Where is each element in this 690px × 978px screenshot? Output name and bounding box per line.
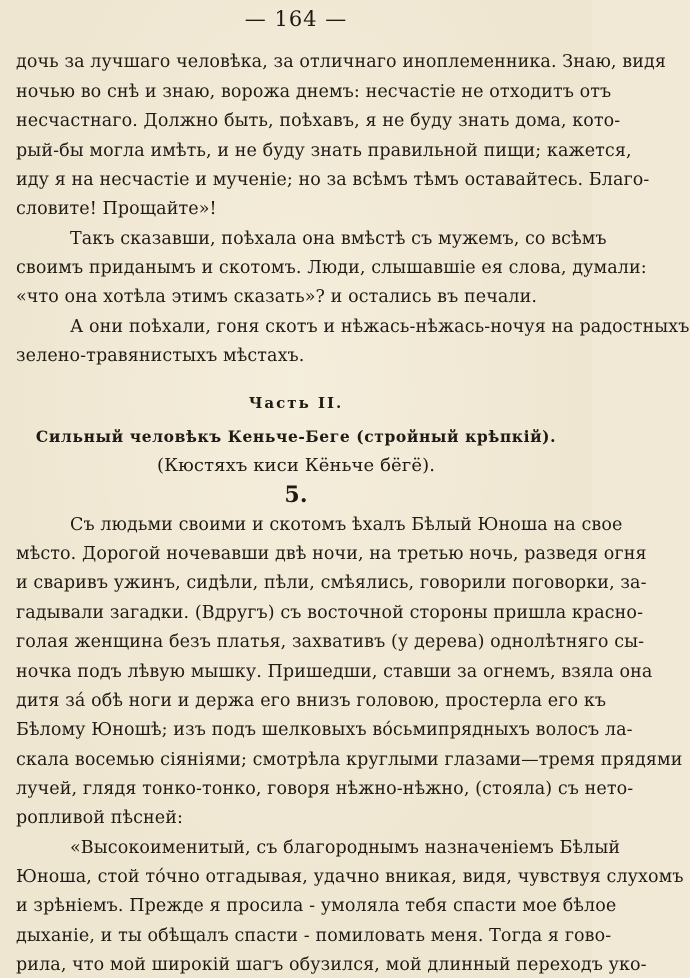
text-line: лучей, глядя тонко-тонко, говоря нѣжно-нѣжно, (стояла) съ нето- [16, 779, 634, 799]
text-line: «Высокоименитый, съ благороднымъ назначеніемъ Бѣлый [70, 838, 621, 858]
text-line: словите! Прощайте»! [16, 199, 217, 219]
text-line: и зрѣніемъ. Прежде я просила - умоляла тебя спасти мое бѣлое [16, 896, 617, 916]
section-number: 5. [284, 482, 308, 508]
chapter-subtitle: (Кюстяхъ киси Кёньче бёгё). [156, 455, 436, 476]
text-line: и сваривъ ужинъ, сидѣли, пѣли, смѣялись, говорили поговорки, за- [16, 573, 647, 593]
text-line: дыханіе, и ты обѣщалъ спасти - помиловать меня. Тогда я гово- [16, 926, 612, 946]
text-line: Такъ сказавши, поѣхала она вмѣстѣ съ мужемъ, со всѣмъ [70, 229, 607, 249]
text-line: зелено-травянистыхъ мѣстахъ. [16, 346, 305, 366]
text-line: Съ людьми своими и скотомъ ѣхалъ Бѣлый Юноша на свое [70, 515, 623, 535]
text-line: мѣсто. Дорогой ночевавши двѣ ночи, на третью ночь, разведя огня [16, 544, 647, 564]
text-line: несчастнаго. Должно быть, поѣхавъ, я не буду знать дома, кото- [16, 111, 621, 131]
text-line: рила, что мой широкій шагъ обузился, мой длинный переходъ уко- [16, 955, 647, 975]
text-line: гадывали загадки. (Вдругъ) съ восточной стороны пришла красно- [16, 603, 644, 623]
text-line: дитя за́ обѣ ноги и держа его внизъ головою, простерла его къ [16, 691, 607, 711]
text-line: А они поѣхали, гоня скотъ и нѣжась-нѣжась-ночуя на радостныхъ [70, 317, 690, 337]
text-line: своимъ приданымъ и скотомъ. Люди, слышавшіе ея слова, думали: [16, 258, 647, 278]
text-line: скала восемью сіяніями; смотрѣла круглыми глазами—тремя прядями [16, 750, 683, 770]
text-line: «что она хотѣла этимъ сказать»? и остались въ печали. [16, 287, 538, 307]
text-line: Бѣлому Юношѣ; изъ подъ шелковыхъ во́сьмипрядныхъ волосъ ла- [16, 720, 633, 740]
text-line: ропливой пѣсней: [16, 808, 183, 828]
text-line: ночка подъ лѣвую мышку. Пришедши, ставши за огнемъ, взяла она [16, 662, 653, 682]
text-line: голая женщина безъ платья, захвативъ (у дерева) однолѣтняго сы- [16, 632, 645, 652]
text-line: дочь за лучшаго человѣка, за отличнаго иноплеменника. Знаю, видя [16, 52, 666, 72]
chapter-heading: Сильный человѣкъ Кеньче-Беге (стройный крѣпкій). [35, 427, 557, 446]
page-number: — 164 — [244, 7, 348, 31]
text-line: ночью во снѣ и знаю, ворожа днемъ: несчастіе не отходитъ отъ [16, 82, 612, 102]
text-line: рый-бы могла имѣть, и не буду знать правильной пищи; кажется, [16, 141, 632, 161]
text-line: Юноша, стой то́чно отгадывая, удачно вникая, видя, чувствуя слухомъ [16, 867, 684, 887]
text-line: иду я на несчастіе и мученіе; но за всѣмъ тѣмъ оставайтесь. Благо- [16, 170, 650, 190]
part-title: Часть II. [248, 394, 344, 412]
